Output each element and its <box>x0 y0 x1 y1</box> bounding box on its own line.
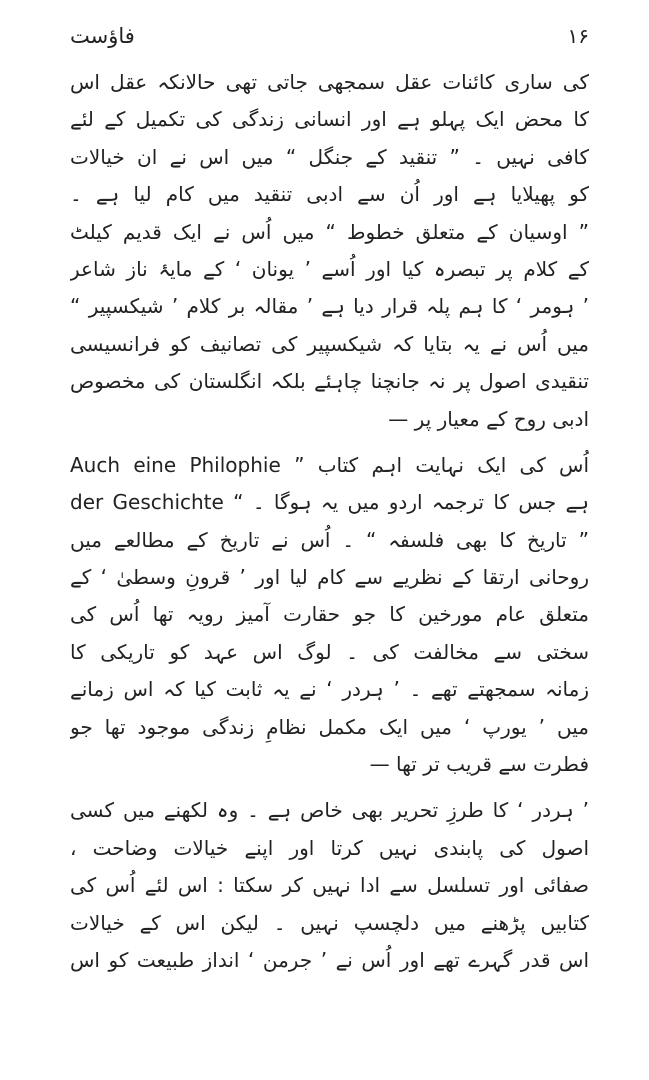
text-line: اُس کی ایک نہایت اہم کتاب ” Auch eine Philophie <box>70 452 589 477</box>
text-line: ’ ہومر ‘ کا ہم پلہ قرار دیا ہے ’ مقالہ بر کلام ’ شیکسپیر “ <box>70 294 589 319</box>
body-text <box>70 64 589 979</box>
text-line: فطرت سے قریب تر تھا — <box>369 752 589 777</box>
text-line: ” اوسیان کے متعلق خطوط “ میں اُس نے ایک قدیم کیلٹ <box>70 219 589 244</box>
text-line: ’ ہردر ‘ کا طرزِ تحریر بھی خاص ہے ۔ وہ لکھنے میں کسی <box>70 798 589 823</box>
text-line: کتابیں پڑھنے میں دلچسپ نہیں ۔ لیکن اس کے خیالات <box>70 910 589 935</box>
text-line: کا محض ایک پہلو ہے اور انسانی زندگی کی تکمیل کے لئے <box>70 107 589 132</box>
text-line: روحانی ارتقا کے نظریے سے کام لیا اور ’ قرونِ وسطیٰ ‘ کے <box>70 565 589 590</box>
text-line: میں ’ یورپ ‘ میں ایک مکمل نظامِ زندگی موجود تھا جو <box>70 714 589 739</box>
text-line: اصول کی پابندی نہیں کرتا اور اپنے خیالات وضاحت ، <box>70 835 589 860</box>
text-line: کافی نہیں ۔ ” تنقید کے جنگل “ میں اس نے ان خیالات <box>70 144 589 169</box>
page-header <box>70 24 589 54</box>
text-line: تنقیدی اصول پر نہ جانچنا چاہئے بلکہ انگلستان کی مخصوص <box>70 369 589 394</box>
text-line: ” تاریخ کا بھی فلسفہ “ ۔ اُس نے تاریخ کے مطالعے میں <box>70 527 589 552</box>
text-line: اس قدر گہرے تھے اور اُس نے ’ جرمن ‘ انداز طبیعت کو اس <box>70 947 589 972</box>
text-line: متعلق عام مورخین کا جو حقارت آمیز رویہ تھا اُس کی <box>70 602 589 627</box>
text-line: سختی سے مخالفت کی ۔ لوگ اس عہد کو تاریکی کا <box>70 639 589 664</box>
text-line: der Geschichte “ ہے جس کا ترجمہ اردو میں یہ ہوگا ۔ <box>70 490 589 515</box>
text-line: میں اُس نے یہ بتایا کہ شیکسپیر کی تصانیف کو فرانسیسی <box>70 331 589 356</box>
text-line: صفائی اور تسلسل سے ادا نہیں کر سکتا : اس لئے اُس کی <box>70 873 589 898</box>
page-number: ۱۶ <box>567 24 589 48</box>
text-line: ادبی روح کے معیار پر — <box>388 406 589 431</box>
running-title: فاؤست <box>70 24 135 48</box>
text-line: کے کلام پر تبصرہ کیا اور اُسے ’ یونان ‘ کے مایۂ ناز شاعر <box>70 256 589 281</box>
text-line: کو پھیلایا ہے اور اُن سے ادبی تنقید میں کام لیا ہے ۔ <box>70 182 589 207</box>
text-line: کی ساری کائنات عقل سمجھی جاتی تھی حالانکہ عقل اس <box>70 70 589 94</box>
text-line: زمانہ سمجھتے تھے ۔ ’ ہردر ‘ نے یہ ثابت کیا کہ اس زمانے <box>70 677 589 702</box>
